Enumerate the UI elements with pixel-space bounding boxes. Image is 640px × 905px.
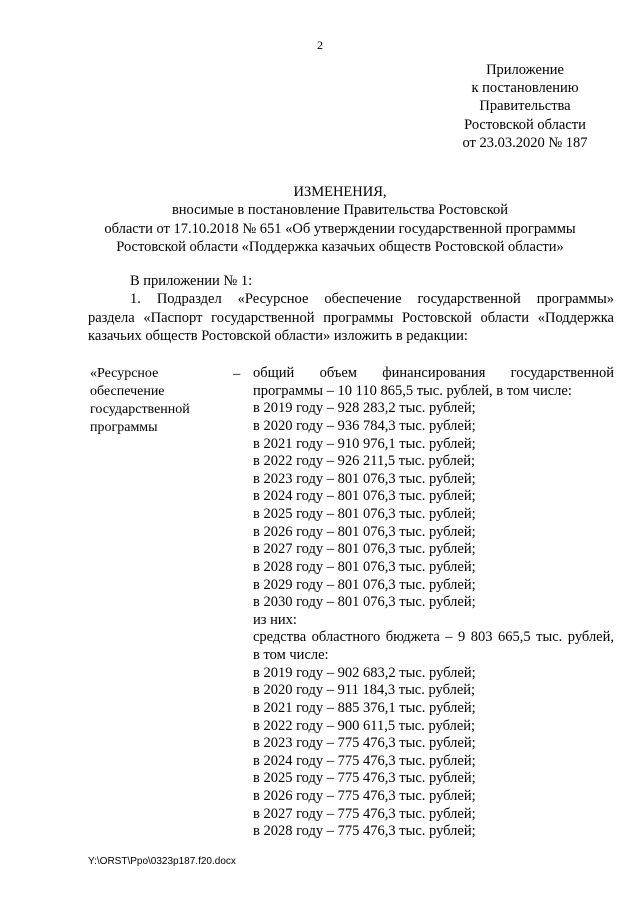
year-amount: в 2026 году – 801 076,3 тыс. рублей; [253,523,476,540]
section-label-line: государственной [90,402,190,418]
funding-total-line: общий объем финансирования государственной [253,365,614,381]
file-path-footer: Y:\ORST\Ppo\0323p187.f20.docx [88,856,236,867]
page-number: 2 [317,38,323,52]
regional-year-amount: в 2022 году – 900 611,5 тыс. рублей; [253,717,476,734]
year-amount: в 2028 году – 801 076,3 тыс. рублей; [253,558,476,575]
intro-heading: В приложении № 1: [130,273,253,289]
appendix-line: Правительства [479,98,571,115]
year-amount: в 2024 году – 801 076,3 тыс. рублей; [253,488,476,505]
section-dash: – [233,366,241,382]
of-them-label: из них: [253,611,297,628]
regional-year-amount: в 2023 году – 775 476,3 тыс. рублей; [253,735,476,752]
changes-title: ИЗМЕНЕНИЯ, [293,184,387,200]
year-amount: в 2021 году – 910 976,1 тыс. рублей; [253,435,476,452]
regional-year-amount: в 2028 году – 775 476,3 тыс. рублей; [253,823,476,840]
appendix-line: от 23.03.2020 № 187 [462,134,588,151]
changes-line: Ростовской области «Поддержка казачьих обществ Ростовской области» [116,239,564,256]
appendix-line: Ростовской области [464,116,586,133]
year-amount: в 2030 году – 801 076,3 тыс. рублей; [253,594,476,611]
regional-year-amount: в 2021 году – 885 376,1 тыс. рублей; [253,699,476,716]
regional-year-amount: в 2019 году – 902 683,2 тыс. рублей; [253,664,476,681]
year-amount: в 2020 году – 936 784,3 тыс. рублей; [253,417,476,434]
regional-budget-line: средства областного бюджета – 9 803 665,5 тыс. рублей, [253,629,614,646]
regional-year-amount: в 2027 году – 775 476,3 тыс. рублей; [253,805,476,822]
intro-item-line: раздела «Паспорт государственной программы Ростовской области «Поддержка [88,309,614,326]
changes-line: области от 17.10.2018 № 651 «Об утверждении государственной программы [104,220,576,237]
year-amount: в 2027 году – 801 076,3 тыс. рублей; [253,541,476,558]
appendix-line: Приложение [486,62,564,78]
funding-list [253,365,614,841]
year-amount: в 2023 году – 801 076,3 тыс. рублей; [253,470,476,487]
regional-year-amount: в 2026 году – 775 476,3 тыс. рублей; [253,788,476,804]
changes-line: вносимые в постановление Правительства Ростовской [171,202,509,219]
intro-item-line: казачьих обществ Ростовской области» изложить в редакции: [88,328,468,345]
intro-item-line: 1. Подраздел «Ресурсное обеспечение государственной программы» [130,291,614,308]
appendix-block [430,61,620,152]
funding-total-line: программы – 10 110 865,5 тыс. рублей, в том числе: [253,382,572,399]
regional-year-amount: в 2020 году – 911 184,3 тыс. рублей; [253,682,476,699]
changes-heading [40,183,640,257]
appendix-line: к постановлению [471,80,579,97]
regional-budget-line: в том числе: [253,647,329,663]
year-amount: в 2019 году – 928 283,2 тыс. рублей; [253,400,476,417]
regional-year-amount: в 2024 году – 775 476,3 тыс. рублей; [253,752,476,769]
section-label [90,365,230,437]
section-label-line: программы [90,420,158,436]
regional-year-amount: в 2025 году – 775 476,3 тыс. рублей; [253,770,476,787]
year-amount: в 2022 году – 926 211,5 тыс. рублей; [253,453,476,470]
section-label-line: «Ресурсное [90,366,159,381]
section-label-line: обеспечение [90,384,165,400]
year-amount: в 2025 году – 801 076,3 тыс. рублей; [253,506,476,522]
intro-paragraph [88,272,614,346]
year-amount: в 2029 году – 801 076,3 тыс. рублей; [253,576,476,593]
